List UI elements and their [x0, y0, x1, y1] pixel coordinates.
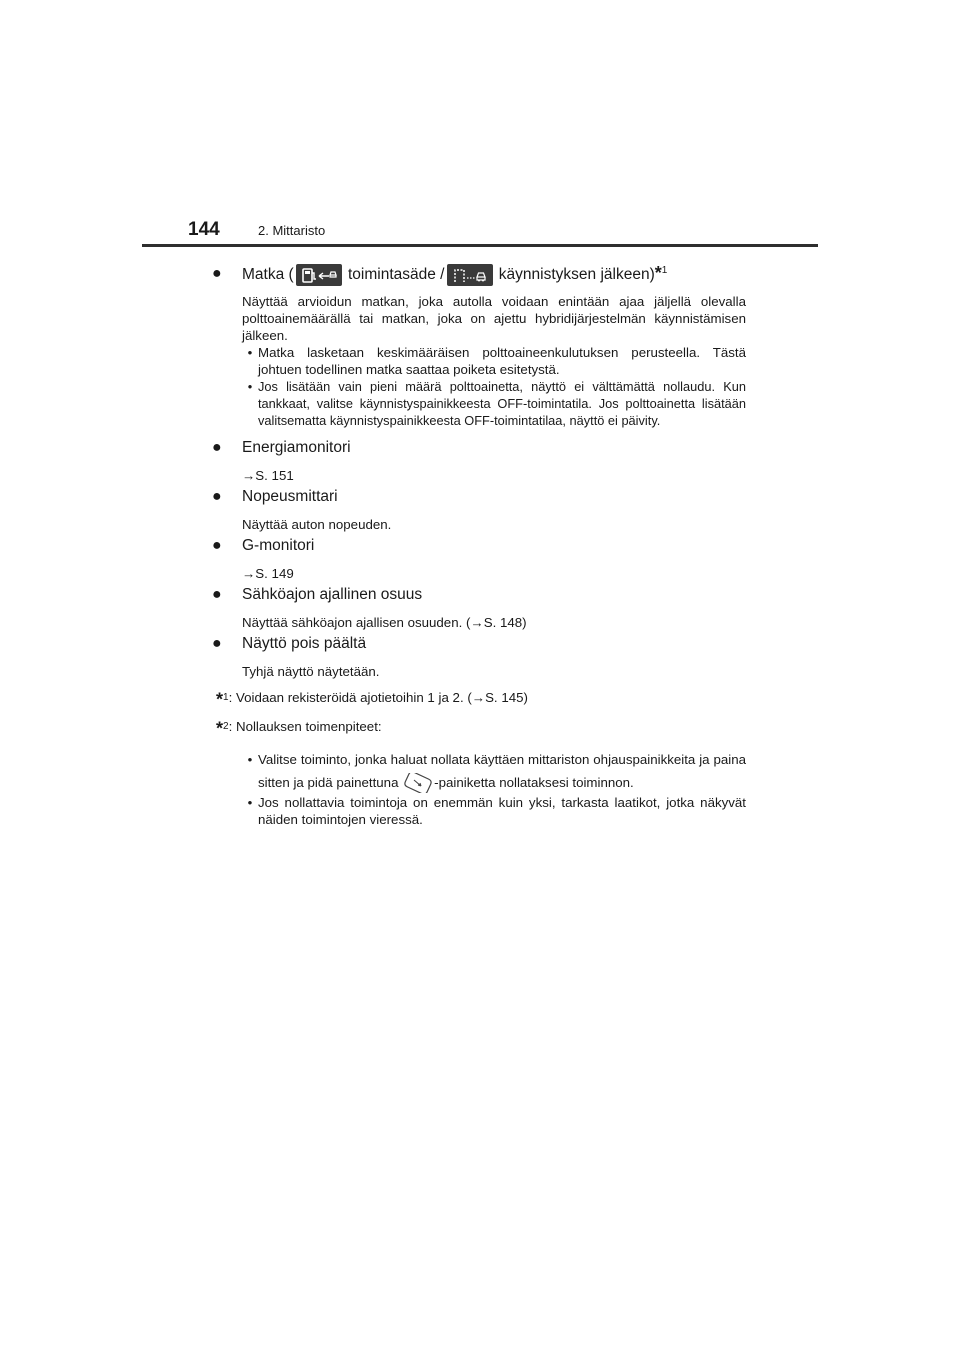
bullet-icon: ●	[212, 537, 222, 555]
chapter-title: 2. Mittaristo	[258, 223, 326, 238]
heading-sahkoajo: ● Sähköajon ajallinen osuus	[212, 586, 423, 604]
matka-description: Näyttää arvioidun matkan, joka autolla voidaan enintään ajaa jäljellä olevalla polttoainemäärällä tai matkan, joka on ajettu hybridijärjestelmän käynnistämisen jälkeen.	[242, 294, 746, 344]
list-item: • Jos nollattavia toimintoja on enemmän kuin yksi, tarkasta laatikot, jotka näkyvät näiden toimintojen vieressä.	[247, 794, 746, 827]
page-header	[188, 219, 325, 241]
enter-button-icon	[404, 773, 432, 793]
heading-naytto-pois: ● Näyttö pois päältä	[212, 635, 367, 653]
naytto-pois-description: Tyhjä näyttö näytetään.	[242, 664, 380, 680]
fuel-pump-range-icon	[296, 264, 342, 286]
heading-matka: ● Matka ( toimintasäde / käynnistyksen jälkeen)*$^1$	[212, 261, 746, 286]
header-rule	[142, 244, 818, 247]
bullet-icon: ●	[212, 264, 222, 282]
list-item: • Valitse toiminto, jonka haluat nollata käyttäen mittariston ohjauspainikkeita ja paina sitten ja pidä painettuna -painiketta nollataksesi toiminnon.	[242, 748, 746, 794]
bullet-icon: ●	[212, 635, 222, 653]
nopeusmittari-description: Näyttää auton nopeuden.	[242, 517, 392, 533]
matka-bullets	[242, 344, 746, 429]
energiamonitori-ref: →S. 151	[242, 468, 294, 484]
heading-nopeusmittari: ● Nopeusmittari	[212, 488, 338, 506]
trip-since-start-icon	[447, 264, 493, 286]
heading-gmonitori: ● G-monitori	[212, 537, 315, 555]
bullet-icon: ●	[212, 488, 222, 506]
gmonitori-ref: →S. 149	[242, 566, 294, 582]
bullet-icon: ●	[212, 439, 222, 457]
heading-energiamonitori: ● Energiamonitori	[212, 439, 351, 457]
sahkoajo-description: Näyttää sähköajon ajallisen osuuden. (→S. 148)	[242, 615, 527, 631]
page-number: 144	[188, 219, 220, 240]
list-item: • Matka lasketaan keskimääräisen polttoaineenkulutuksen perusteella. Tästä johtuen todellinen matka saattaa poiketa esitetystä.	[247, 345, 746, 378]
footnote-1: *$^1$ : Voidaan rekisteröidä ajotietoihin 1 ja 2. (→S. 145)	[216, 689, 528, 710]
footnote-2-bullets	[242, 748, 746, 828]
list-item: • Jos lisätään vain pieni määrä polttoainetta, näyttö ei välttämättä nollaudu. Kun tankkaat, valitse käynnistyspainikkeesta OFF-toimintatila. Jos polttoainetta lisätään valitsematta käynnistyspainikkeesta OFF-toimintatilaa, näyttö ei päivity.	[247, 379, 746, 429]
footnote-2: *$^2$ : Nollauksen toimenpiteet:	[216, 718, 382, 739]
page-content	[212, 255, 746, 828]
bullet-icon: ●	[212, 586, 222, 604]
